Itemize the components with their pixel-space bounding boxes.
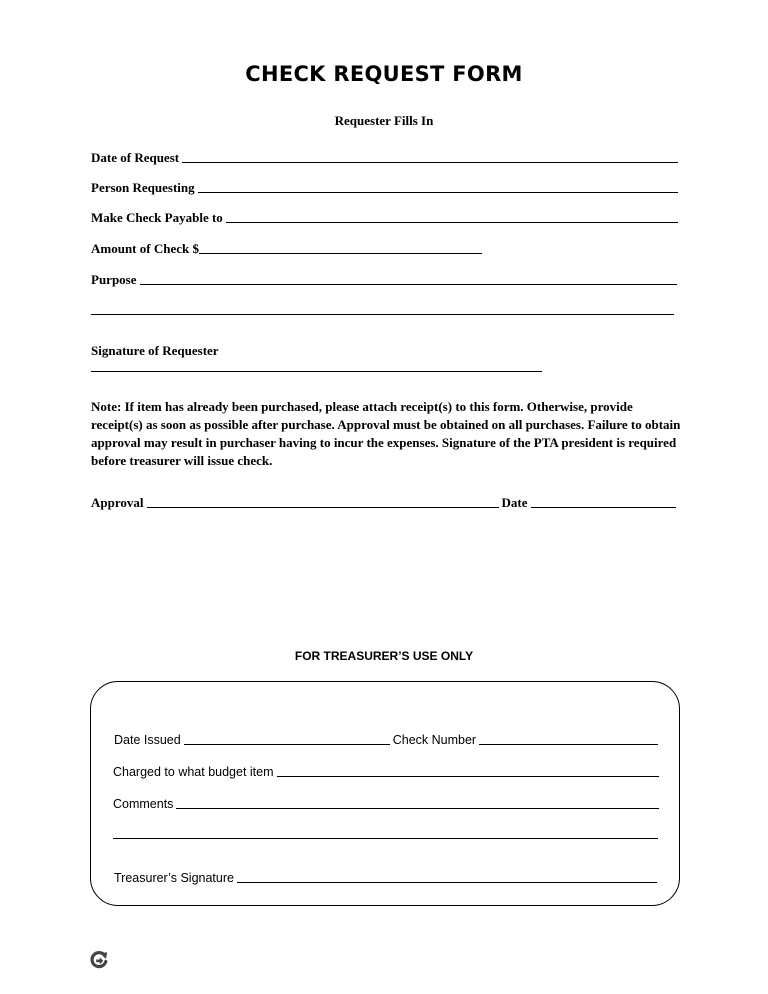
approval-field[interactable] [147,507,499,508]
date-of-request-row [91,148,678,166]
comments-label: Comments [113,797,174,811]
treasurer-signature-label: Treasurer’s Signature [114,871,234,885]
treasurer-section-heading: FOR TREASURER’S USE ONLY [294,649,474,663]
make-check-payable-field[interactable] [226,222,678,223]
signature-of-requester-field[interactable] [91,371,542,372]
comments-field-line-2[interactable] [113,838,658,839]
date-of-request-label: Date of Request [91,150,180,165]
treasurer-signature-field[interactable] [237,882,657,883]
approval-date-label: Date [501,495,528,510]
date-of-request-field[interactable] [182,162,678,163]
make-check-payable-row [91,208,678,226]
charged-to-label: Charged to what budget item [113,765,274,779]
form-subtitle: Requester Fills In [334,113,434,128]
check-number-label: Check Number [392,733,477,747]
purpose-field-line-2[interactable] [91,314,674,315]
date-issued-label: Date Issued [114,733,181,747]
approval-date-field[interactable] [531,507,677,508]
approval-row [91,493,676,511]
date-issued-row [114,730,658,748]
check-number-field[interactable] [479,744,658,745]
purpose-row [91,270,677,288]
signature-of-requester-label: Signature of Requester [91,343,219,358]
amount-of-check-label: Amount of Check $ [91,241,199,256]
refresh-arrow-logo-icon [89,949,109,969]
signature-of-requester-row [91,341,391,359]
charged-to-row [113,762,659,780]
purpose-label: Purpose [91,272,137,287]
person-requesting-row [91,178,678,196]
note-text: Note: If item has already been purchased, please attach receipt(s) to this form. Otherwise, provide receipt(s) as soon as possible after purchase. Approval must be obtained on all purchases. Failure to obtain approval may result in purchaser having to incur the expenses. Signature of the PTA president is required before treasurer will issue check. [91,399,681,468]
treasurer-signature-row [114,868,657,886]
amount-of-check-field[interactable] [199,253,482,254]
comments-row [113,794,659,812]
person-requesting-field[interactable] [198,192,678,193]
amount-of-check-row [91,239,482,257]
person-requesting-label: Person Requesting [91,180,195,195]
make-check-payable-label: Make Check Payable to [91,210,223,225]
form-title: CHECK REQUEST FORM [245,62,523,86]
comments-field[interactable] [176,808,659,809]
purpose-field[interactable] [140,284,678,285]
approval-label: Approval [91,495,144,510]
charged-to-field[interactable] [277,776,659,777]
date-issued-field[interactable] [184,744,390,745]
